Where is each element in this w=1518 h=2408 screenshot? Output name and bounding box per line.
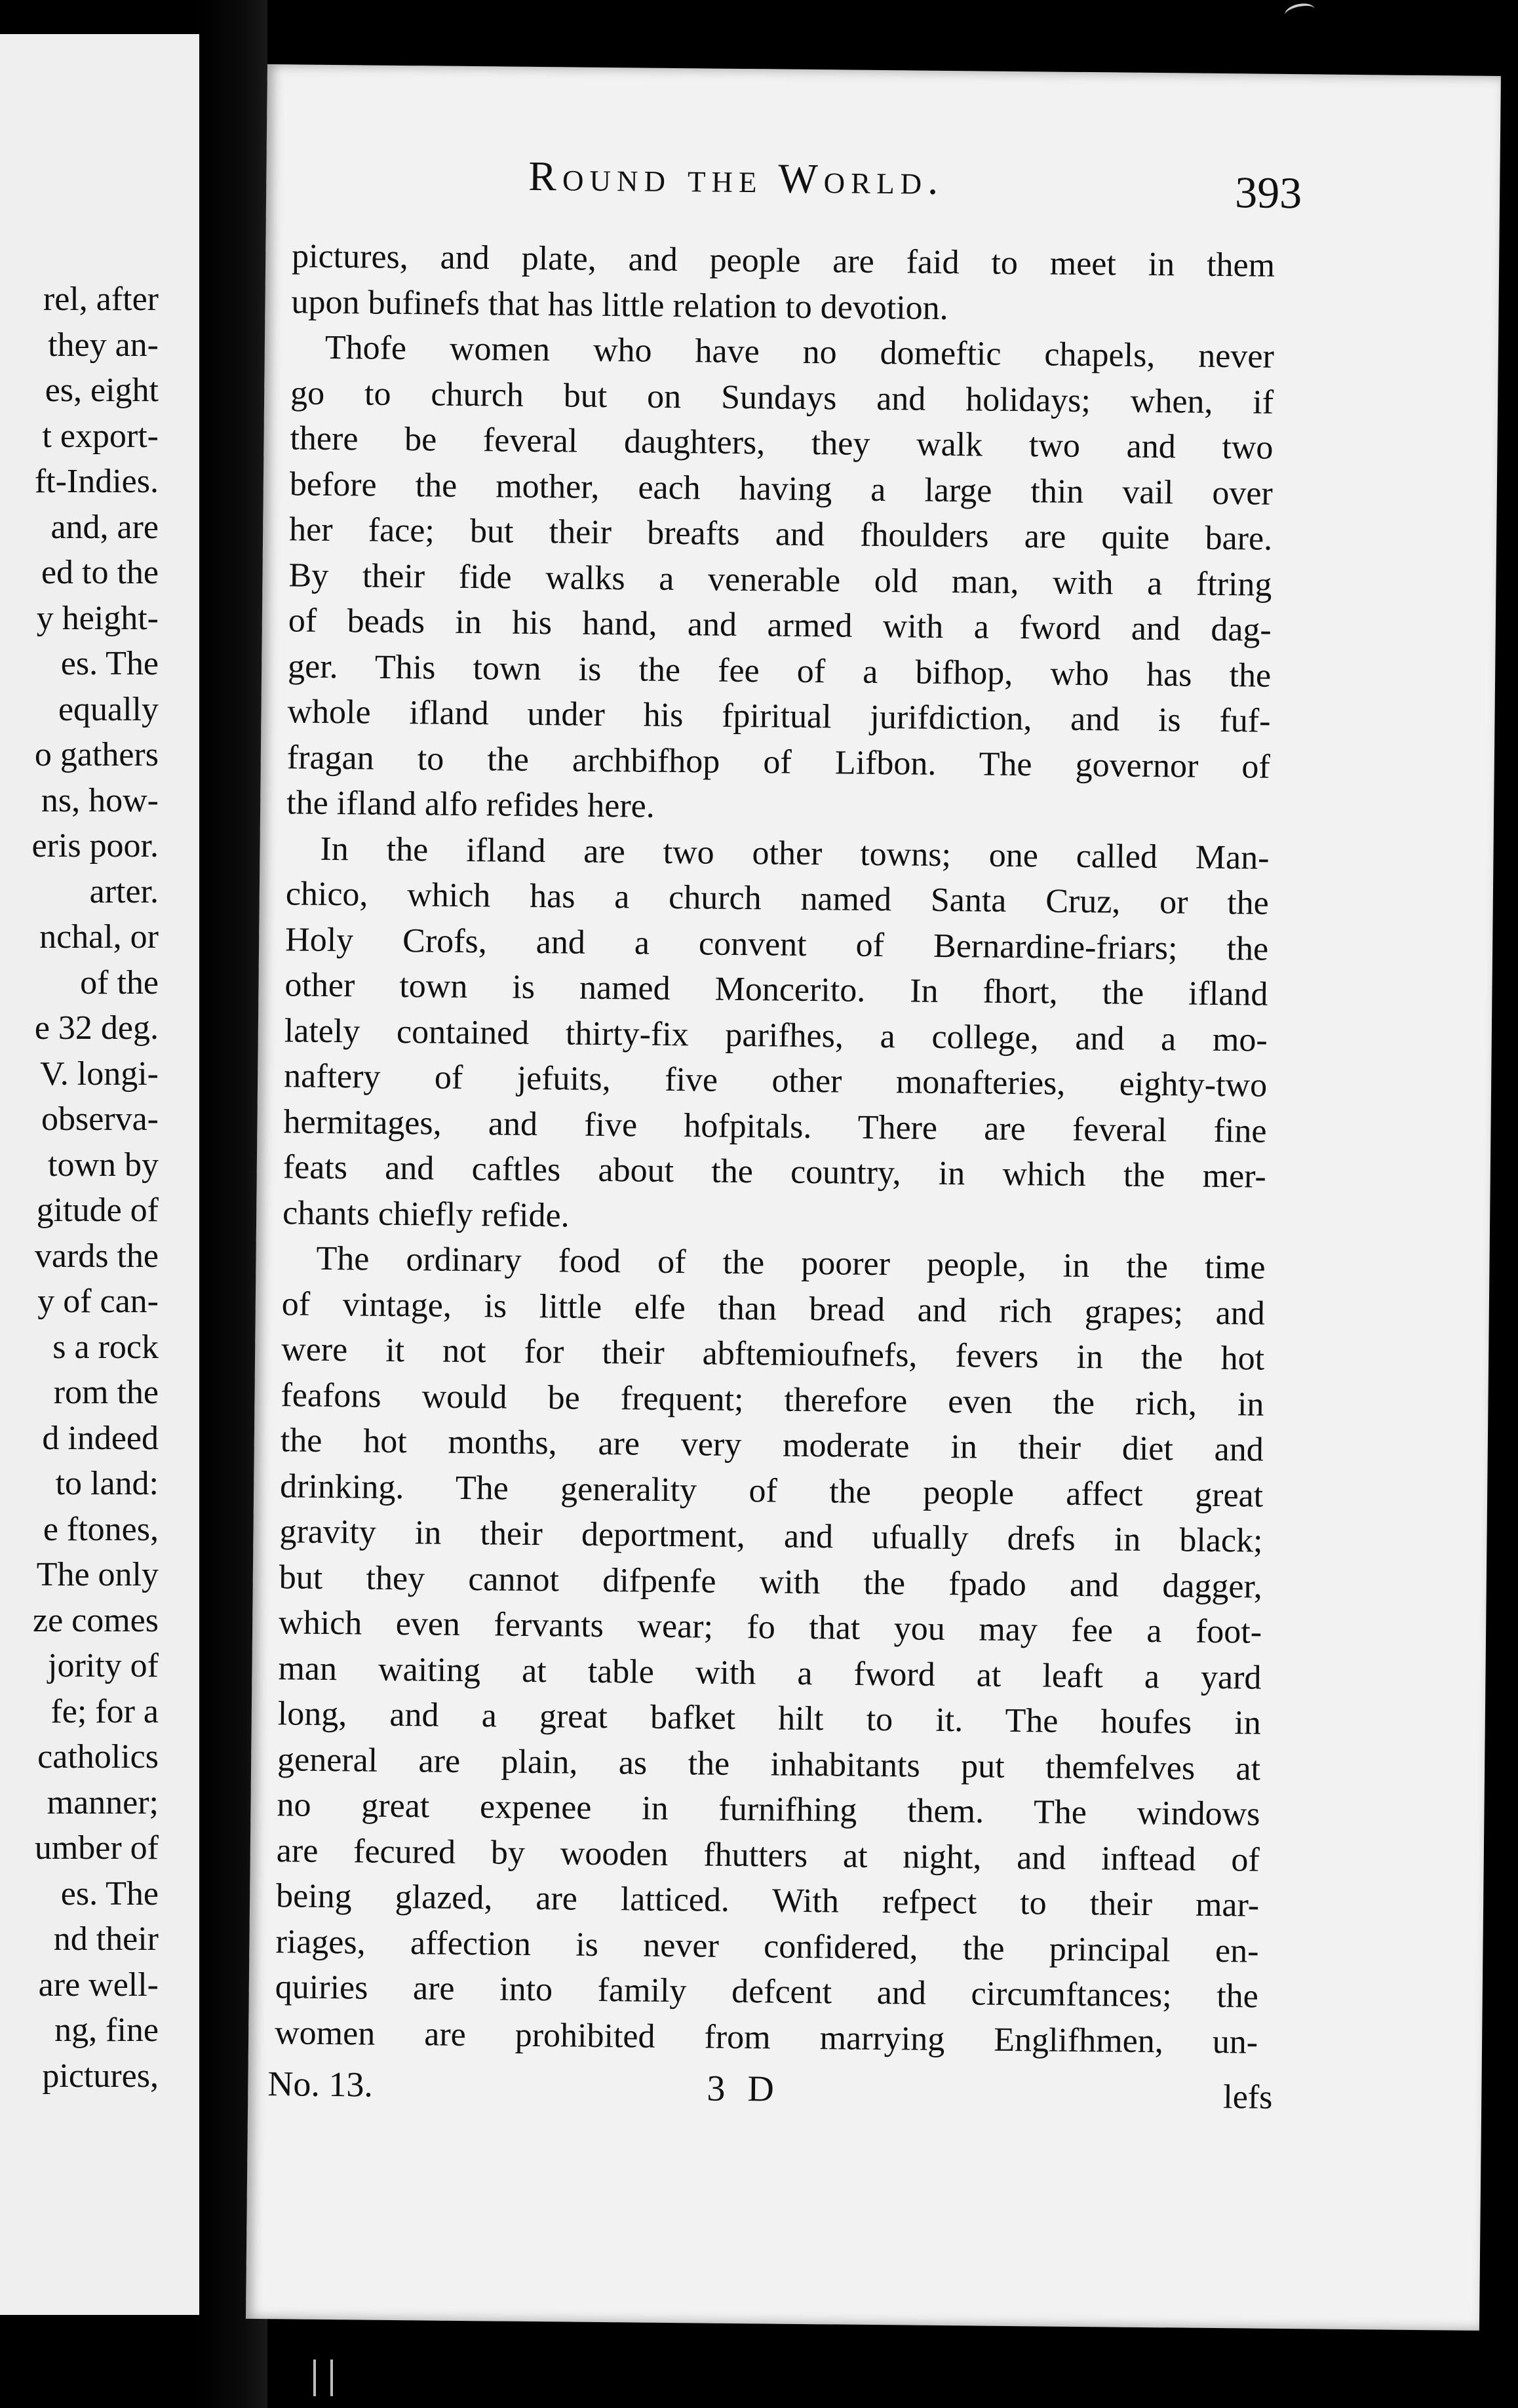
left-page-line: s a rock (52, 1328, 159, 1366)
left-page-line: es, eight (45, 372, 159, 409)
text-line: quiries are into family defcent and circumftances; the (275, 1968, 1259, 2015)
left-page-line: jority of (48, 1647, 159, 1684)
page-393 (246, 64, 1501, 2331)
text-line: upon bufinefs that has little relation to devotion. (291, 282, 949, 327)
left-page-line: ed to the (41, 554, 159, 591)
left-page-line: observa- (41, 1100, 159, 1138)
scan-bottom-artifact (313, 2359, 333, 2396)
paragraph (286, 324, 1274, 835)
page-number: 393 (1234, 167, 1302, 218)
text-line: chico, which has a church named Santa Cruz, or the (285, 875, 1270, 922)
left-page-line: nchal, or (39, 918, 159, 956)
text-line: long, and a great bafket hilt to it. The houfes in (277, 1695, 1262, 1742)
text-line: man waiting at table with a fword at leaft a yard (278, 1649, 1262, 1697)
left-page-line: arter. (89, 872, 159, 910)
text-line: fragan to the archbifhop of Lifbon. The governor of (286, 738, 1271, 786)
text-line: other town is named Moncerito. In fhort, the ifland (284, 966, 1268, 1013)
left-page-line: umber of (34, 1829, 159, 1867)
text-line: hermitages, and five hofpitals. There are feveral fine (283, 1102, 1267, 1150)
text-line: go to church but on Sundays and holidays; when, if (290, 374, 1274, 421)
left-page-line: and, are (50, 508, 159, 546)
left-page-line: fe; for a (50, 1692, 159, 1730)
left-page-line: to land: (55, 1465, 159, 1502)
left-page-line: town by (48, 1146, 159, 1184)
text-line: naftery of jefuits, five other monafteries, eighty-two (283, 1057, 1268, 1104)
text-line: which even fervants wear; fo that you may fee a foot- (278, 1604, 1262, 1651)
left-page-line: manner; (47, 1783, 159, 1821)
left-page-line: e 32 deg. (34, 1009, 159, 1047)
left-page-line: d indeed (42, 1419, 159, 1457)
left-page-line: ng, fine (54, 2011, 159, 2049)
issue-number: No. 13. (267, 2064, 374, 2105)
signature-mark: 3 D (707, 2068, 781, 2110)
left-page-line: pictures, (42, 2057, 159, 2095)
text-line: pictures, and plate, and people are faid to meet in them (291, 237, 1275, 284)
left-facing-page-fragment (0, 34, 199, 2315)
text-line: chants chiefly refide. (282, 1194, 570, 1235)
text-line: her face; but their breafts and fhoulders are quite bare. (288, 511, 1273, 558)
scan-corner-artifact (1283, 1, 1316, 22)
left-page-line: rel, after (43, 281, 159, 318)
left-page-line: o gathers (34, 736, 159, 773)
text-line: Holy Crofs, and a convent of Bernardine-friars; the (284, 920, 1269, 968)
text-line: the ifland alfo refides here. (286, 784, 655, 825)
left-page-line: eris poor. (31, 827, 159, 864)
left-page-line: gitude of (36, 1192, 159, 1229)
text-line: before the mother, each having a large thin vail over (289, 465, 1274, 513)
text-line: were it not for their abftemioufnefs, fevers in the hot (281, 1330, 1265, 1378)
left-page-line: catholics (37, 1738, 159, 1776)
text-line: whole ifland under his fpiritual jurifdiction, and is fuf- (287, 693, 1271, 740)
text-line: By their fide walks a venerable old man, with a ftring (288, 556, 1272, 604)
text-line: The ordinary food of the poorer people, in the time (316, 1239, 1266, 1287)
left-page-line: ze comes (32, 1601, 159, 1639)
left-page-line: ft-Indies. (34, 463, 159, 500)
text-line: drinking. The generality of the people affect great (279, 1467, 1264, 1515)
left-page-line: es. The (60, 645, 159, 682)
left-page-line: nd their (53, 1920, 159, 1958)
left-page-text-column (31, 277, 159, 2099)
text-line: women are prohibited from marrying Englifhmen, un- (274, 2013, 1258, 2061)
text-line: feafons would be frequent; therefore even the rich, in (281, 1376, 1264, 1424)
text-line: riages, affection is never confidered, the principal en- (275, 1922, 1259, 1970)
text-line: Thofe women who have no domeftic chapels, never (324, 328, 1275, 376)
text-line: ger. This town is the fee of a bifhop, who has the (287, 647, 1272, 695)
text-line: no great expenee in furnifhing them. The windows (277, 1786, 1260, 1833)
paragraph (275, 1235, 1266, 2065)
left-page-line: they an- (48, 326, 159, 364)
text-line: are fecured by wooden fhutters at night, and inftead of (276, 1831, 1260, 1879)
text-line: feats and caftles about the country, in which the mer- (282, 1148, 1267, 1195)
text-line: gravity in their deportment, and ufually drefs in black; (279, 1513, 1263, 1560)
text-line: the hot months, are very moderate in their diet and (280, 1422, 1264, 1469)
text-line: of vintage, is little elfe than bread and rich grapes; and (281, 1285, 1266, 1332)
paragraph (282, 826, 1270, 1245)
body-text (275, 233, 1275, 2065)
left-page-line: rom the (53, 1374, 159, 1411)
catchword: lefs (1223, 2078, 1273, 2116)
left-page-line: The only (36, 1556, 159, 1593)
text-line: there be feveral daughters, they walk two and two (290, 419, 1274, 467)
text-line: general are plain, as the inhabitants put themfelves at (277, 1740, 1261, 1788)
left-page-line: t export- (42, 417, 159, 455)
left-page-line: es. The (60, 1874, 159, 1913)
left-page-line: e ftones, (43, 1510, 159, 1548)
left-page-line: y of can- (37, 1283, 159, 1320)
left-page-line: y height- (36, 599, 159, 637)
left-page-line: equally (58, 690, 159, 728)
left-page-line: V. longi- (39, 1055, 159, 1093)
text-line: of beads in his hand, and armed with a fword and dag- (288, 602, 1272, 649)
left-page-line: vards the (34, 1237, 159, 1275)
text-line: lately contained thirty-fix parifhes, a college, and a mo- (284, 1011, 1268, 1059)
left-page-line: ns, how- (41, 781, 159, 819)
paragraph (291, 233, 1275, 334)
running-head: Round the World. (528, 152, 944, 203)
text-line: but they cannot difpenfe with the fpado and dagger, (279, 1558, 1263, 1606)
text-line: being glazed, are latticed. With refpect to their mar- (275, 1877, 1260, 1924)
left-page-line: of the (80, 963, 159, 1001)
text-line: In the ifland are two other towns; one called Man- (320, 830, 1270, 877)
left-page-line: are well- (38, 1966, 159, 2004)
